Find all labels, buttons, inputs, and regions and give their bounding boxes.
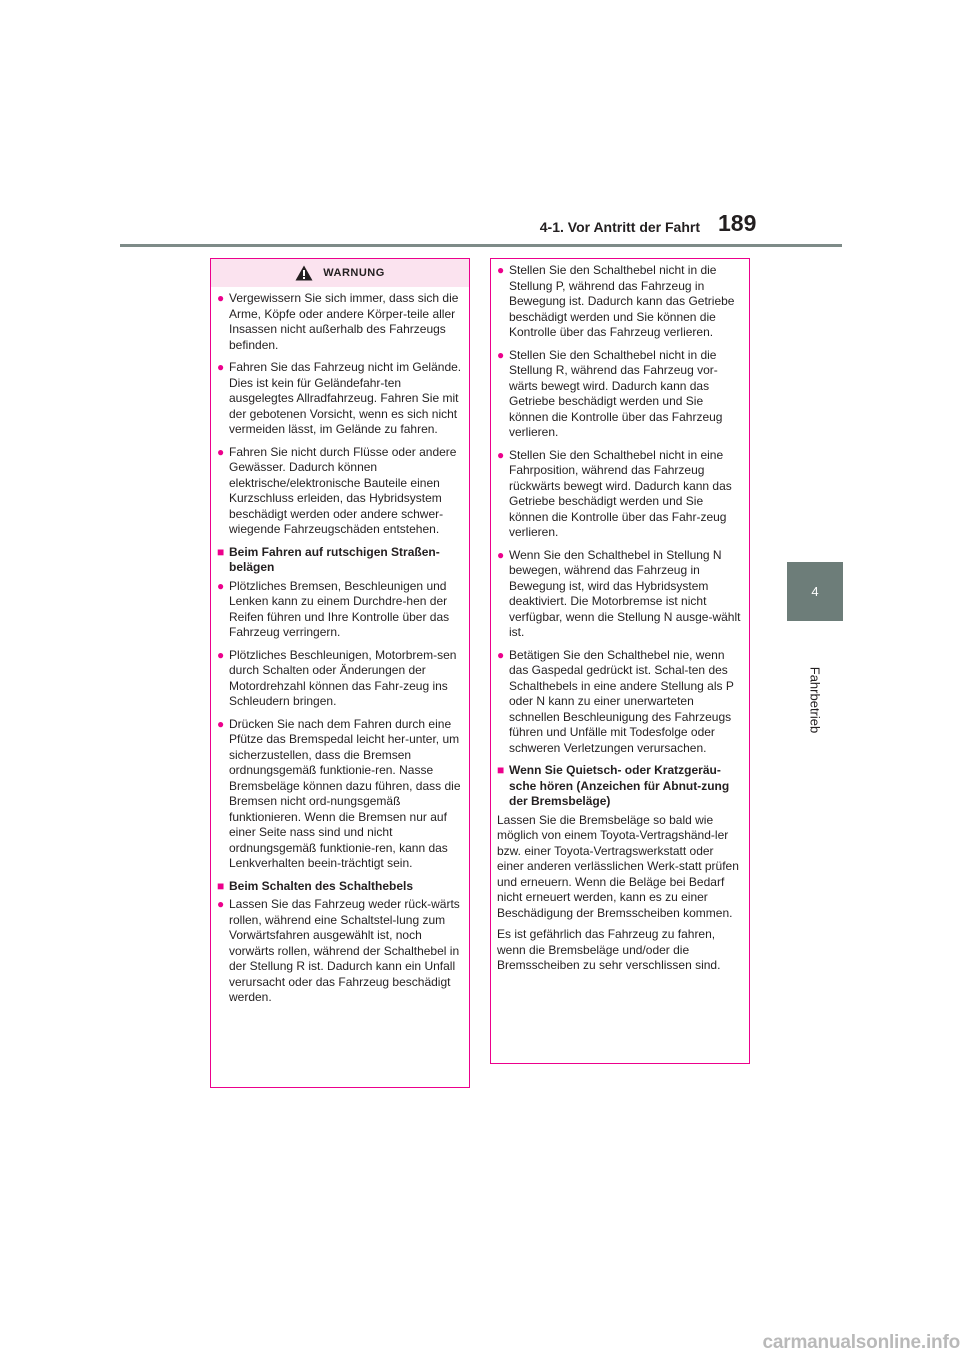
list-item: ● Wenn Sie den Schalthebel in Stellung N bewegen, während das Fahrzeug in Bewegung ist, wird das Hybridsystem deaktiviert. Die Motorbremse ist nicht verfügbar, wenn die Stellung N ausge-wählt ist. [497,548,743,641]
list-item: ● Plötzliches Beschleunigen, Motorbrem-sen durch Schalten oder Änderungen der Motordrehzahl können das Fahr-zeug ins Schleudern bringen. [217,648,463,710]
chapter-label: Fahrbetrieb [807,666,823,734]
list-item: ● Stellen Sie den Schalthebel nicht in die Stellung P, während das Fahrzeug in Bewegung ist. Dadurch kann das Getriebe beschädigt werden und Sie können die Kontrolle über das Fahrzeug verlieren. [497,263,743,341]
section-title: 4-1. Vor Antritt der Fahrt [539,219,700,235]
bullet-icon [217,717,229,872]
chapter-tab[interactable] [787,562,843,621]
bullet-icon [497,548,509,641]
list-item: ● Plötzliches Bremsen, Beschleunigen und Lenken kann zu einem Durchdre-hen der Reifen führen und Ihre Kontrolle über das Fahrzeug verringern. [217,579,463,641]
list-item: ● Stellen Sie den Schalthebel nicht in eine Fahrposition, während das Fahrzeug rückwärts bewegt wird. Dadurch kann das Getriebe beschädigt werden und Sie können die Kontrolle über das Fahr-zeug verlieren. [497,448,743,541]
warning-content-left [211,287,469,1006]
warning-header [211,259,469,287]
list-item: ● Fahren Sie nicht durch Flüsse oder andere Gewässer. Dadurch können elektrische/elektronische Bauteile einen Kurzschluss erleiden, das Hybridsystem beschädigt werden oder andere schwer-wiegende Fahrzeugschäden entstehen. [217,445,463,538]
list-item: ● Drücken Sie nach dem Fahren durch eine Pfütze das Bremspedal leicht her-unter, um sicherzustellen, dass die Bremsen ordnungsgemäß funktionie-ren. Nasse Bremsbeläge können dazu führen, dass die Bremsen nicht ord-nungsgemäß funktionieren. Wenn die Bremsen nur auf einer Seite nass sind und nicht ordnungsgemäß funktionie-ren, kann das Lenkverhalten beein-trächtigt sein. [217,717,463,872]
list-item: ● Betätigen Sie den Schalthebel nie, wenn das Gaspedal gedrückt ist. Schal-ten des Schalthebels in eine andere Stellung als P oder N kann zu einer unerwarteten schnellen Beschleunigung des Fahrzeugs führen und Unfälle mit Todesfolge oder schweren Verletzungen verursachen. [497,648,743,757]
bullet-icon [217,648,229,710]
bullet-icon [497,448,509,541]
list-item: ● Fahren Sie das Fahrzeug nicht im Gelände. Dies ist kein für Geländefahr-ten ausgelegtes Allradfahrzeug. Fahren Sie mit der gebotenen Vorsicht, wenn es sich nicht vermeiden lässt, im Gelände zu fahren. [217,360,463,438]
paragraph: Es ist gefährlich das Fahrzeug zu fahren, wenn die Bremsbeläge und/oder die Bremsscheiben zu sehr verschlissen sind. [497,927,721,972]
warning-box-right [490,258,750,1064]
square-bullet-icon [497,763,509,810]
header-rule [120,244,842,247]
bullet-icon [217,360,229,438]
bullet-icon [497,263,509,341]
subheading: ■ Beim Schalten des Schalthebels [217,879,463,895]
warning-box-left [210,258,470,1088]
bullet-icon [497,648,509,757]
list-item: ● Vergewissern Sie sich immer, dass sich die Arme, Köpfe oder andere Körper-teile aller Insassen nicht außerhalb des Fahrzeugs befinden. [217,291,463,353]
subheading: ■ Wenn Sie Quietsch- oder Kratzgeräu-sche hören (Anzeichen für Abnut-zung der Bremsbeläge) [497,763,743,810]
chapter-number: 4 [811,584,819,599]
list-item: ● Stellen Sie den Schalthebel nicht in die Stellung R, während das Fahrzeug vor-wärts bewegt wird. Dadurch kann das Getriebe beschädigt werden und Sie können die Kontrolle über das Fahrzeug verlieren. [497,348,743,441]
paragraph: Lassen Sie die Bremsbeläge so bald wie möglich von einem Toyota-Vertragshänd-ler bzw. einer Toyota-Vertragswerkstatt oder einer anderen verlässlichen Werk-statt prüfen und erneuern. Wenn die Beläge bei Bedarf nicht erneuert werden, kann es zu einer Beschädigung der Bremsscheiben kommen. [497,812,739,920]
bullet-icon [217,897,229,1006]
list-item: ● Lassen Sie das Fahrzeug weder rück-wärts rollen, während eine Schaltstel-lung zum Vorwärtsfahren ausgewählt ist, noch vorwärts rollen, während der Schalthebel in der Stellung R ist. Dadurch kann ein Unfall verursacht oder das Fahrzeug beschädigt werden. [217,897,463,1006]
bullet-icon [497,348,509,441]
bullet-icon [217,445,229,538]
square-bullet-icon [217,545,229,576]
warning-content-right [491,259,749,974]
warning-triangle-icon [295,265,313,281]
square-bullet-icon [217,879,229,895]
watermark-logo: carmanualsonline.info [762,1332,960,1353]
bullet-icon [217,291,229,353]
page-number: 189 [718,210,757,236]
bullet-icon [217,579,229,641]
warning-title: WARNUNG [323,267,385,279]
subheading: ■ Beim Fahren auf rutschigen Straßen-belägen [217,545,463,576]
